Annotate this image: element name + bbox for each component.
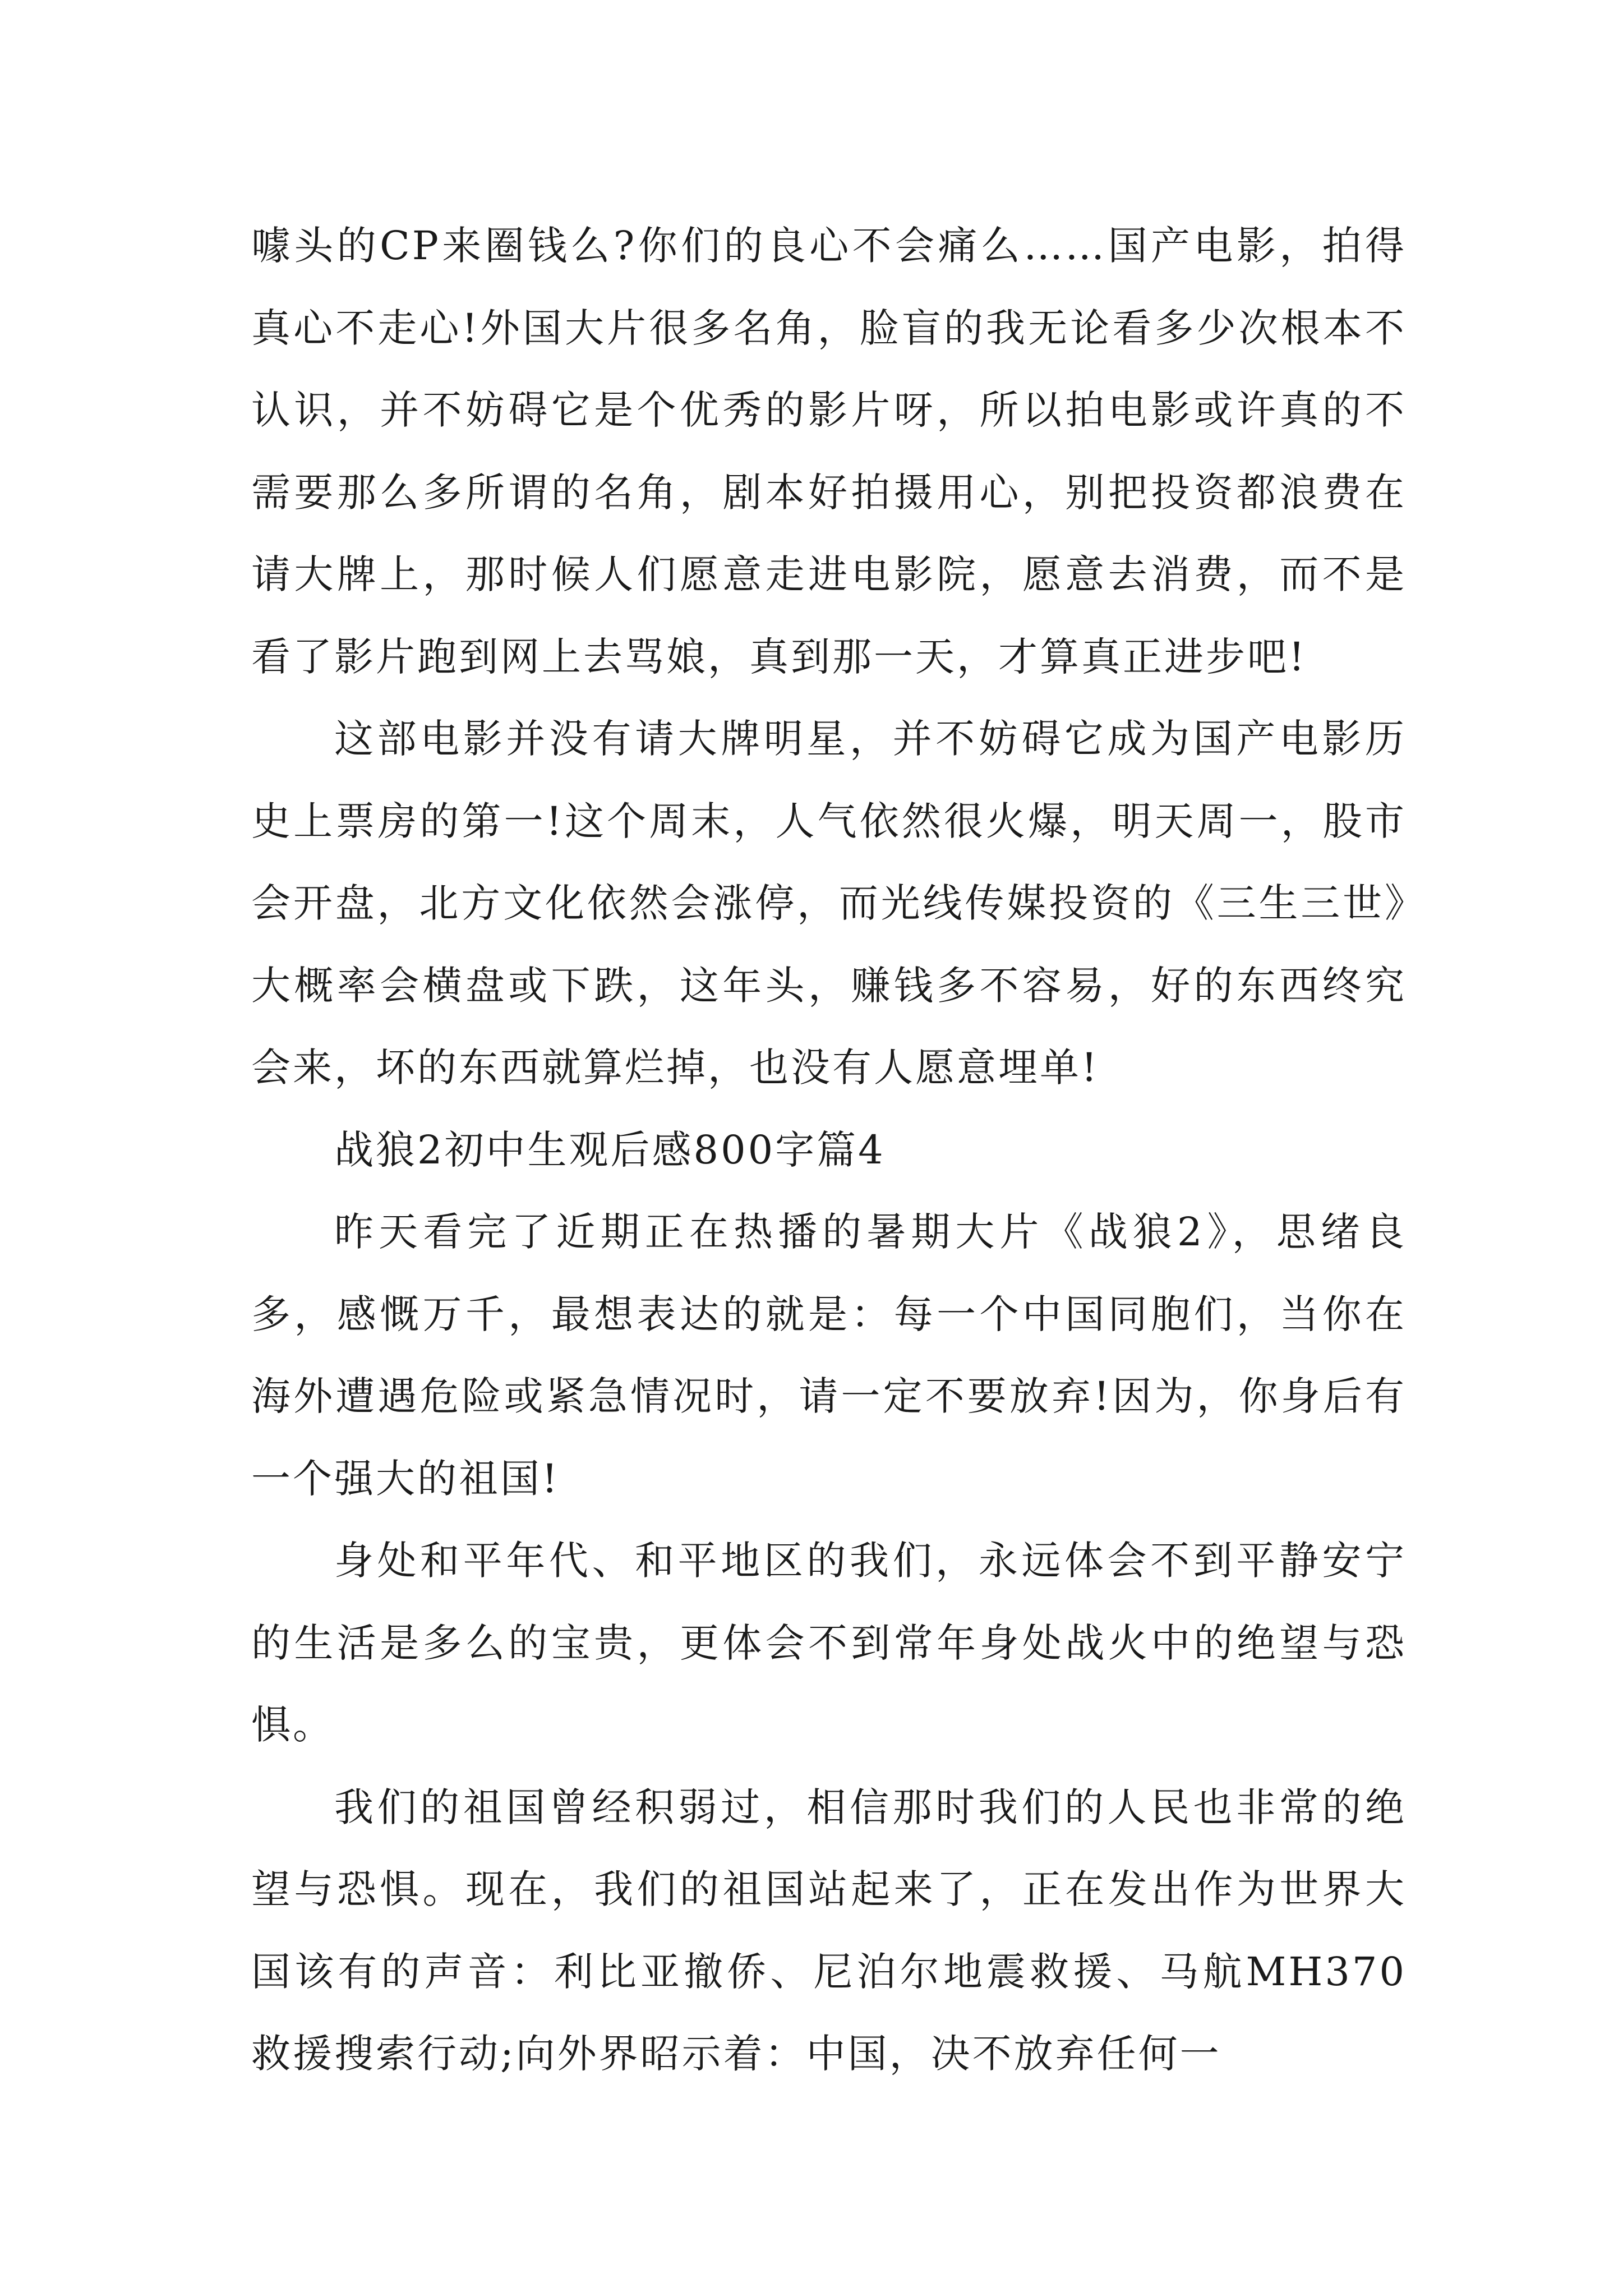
paragraph-2: 这部电影并没有请大牌明星，并不妨碍它成为国产电影历史上票房的第一!这个周末，人气依然很火爆，明天周一，股市会开盘，北方文化依然会涨停，而光线传媒投资的《三生三世》大概率会横盘或下跌，这年头，赚钱多不容易，好的东西终究会来，坏的东西就算烂掉，也没有人愿意埋单!	[251, 716, 1407, 1091]
paragraph-3: 昨天看完了近期正在热播的暑期大片《战狼2》，思绪良多，感慨万千，最想表达的就是：每一个中国同胞们，当你在海外遭遇危险或紧急情况时，请一定不要放弃!因为，你身后有一个强大的祖国!	[251, 1209, 1407, 1502]
paragraph-4: 身处和平年代、和平地区的我们，永远体会不到平静安宁的生活是多么的宝贵，更体会不到常年身处战火中的绝望与恐惧。	[251, 1538, 1407, 1748]
paragraph-1: 噱头的CP来圈钱么?你们的良心不会痛么……国产电影，拍得真心不走心!外国大片很多名角，脸盲的我无论看多少次根本不认识，并不妨碍它是个优秀的影片呀，所以拍电影或许真的不需要那么多所谓的名角，剧本好拍摄用心，别把投资都浪费在请大牌上，那时候人们愿意走进电影院，愿意去消费，而不是看了影片跑到网上去骂娘，真到那一天，才算真正进步吧!	[251, 223, 1407, 680]
document-body	[251, 205, 1407, 2095]
paragraph-5: 我们的祖国曾经积弱过，相信那时我们的人民也非常的绝望与恐惧。现在，我们的祖国站起来了，正在发出作为世界大国该有的声音：利比亚撤侨、尼泊尔地震救援、马航MH370救援搜索行动;向外界昭示着：中国，决不放弃任何一	[251, 1784, 1407, 2077]
section-heading: 战狼2初中生观后感800字篇4	[334, 1126, 886, 1173]
